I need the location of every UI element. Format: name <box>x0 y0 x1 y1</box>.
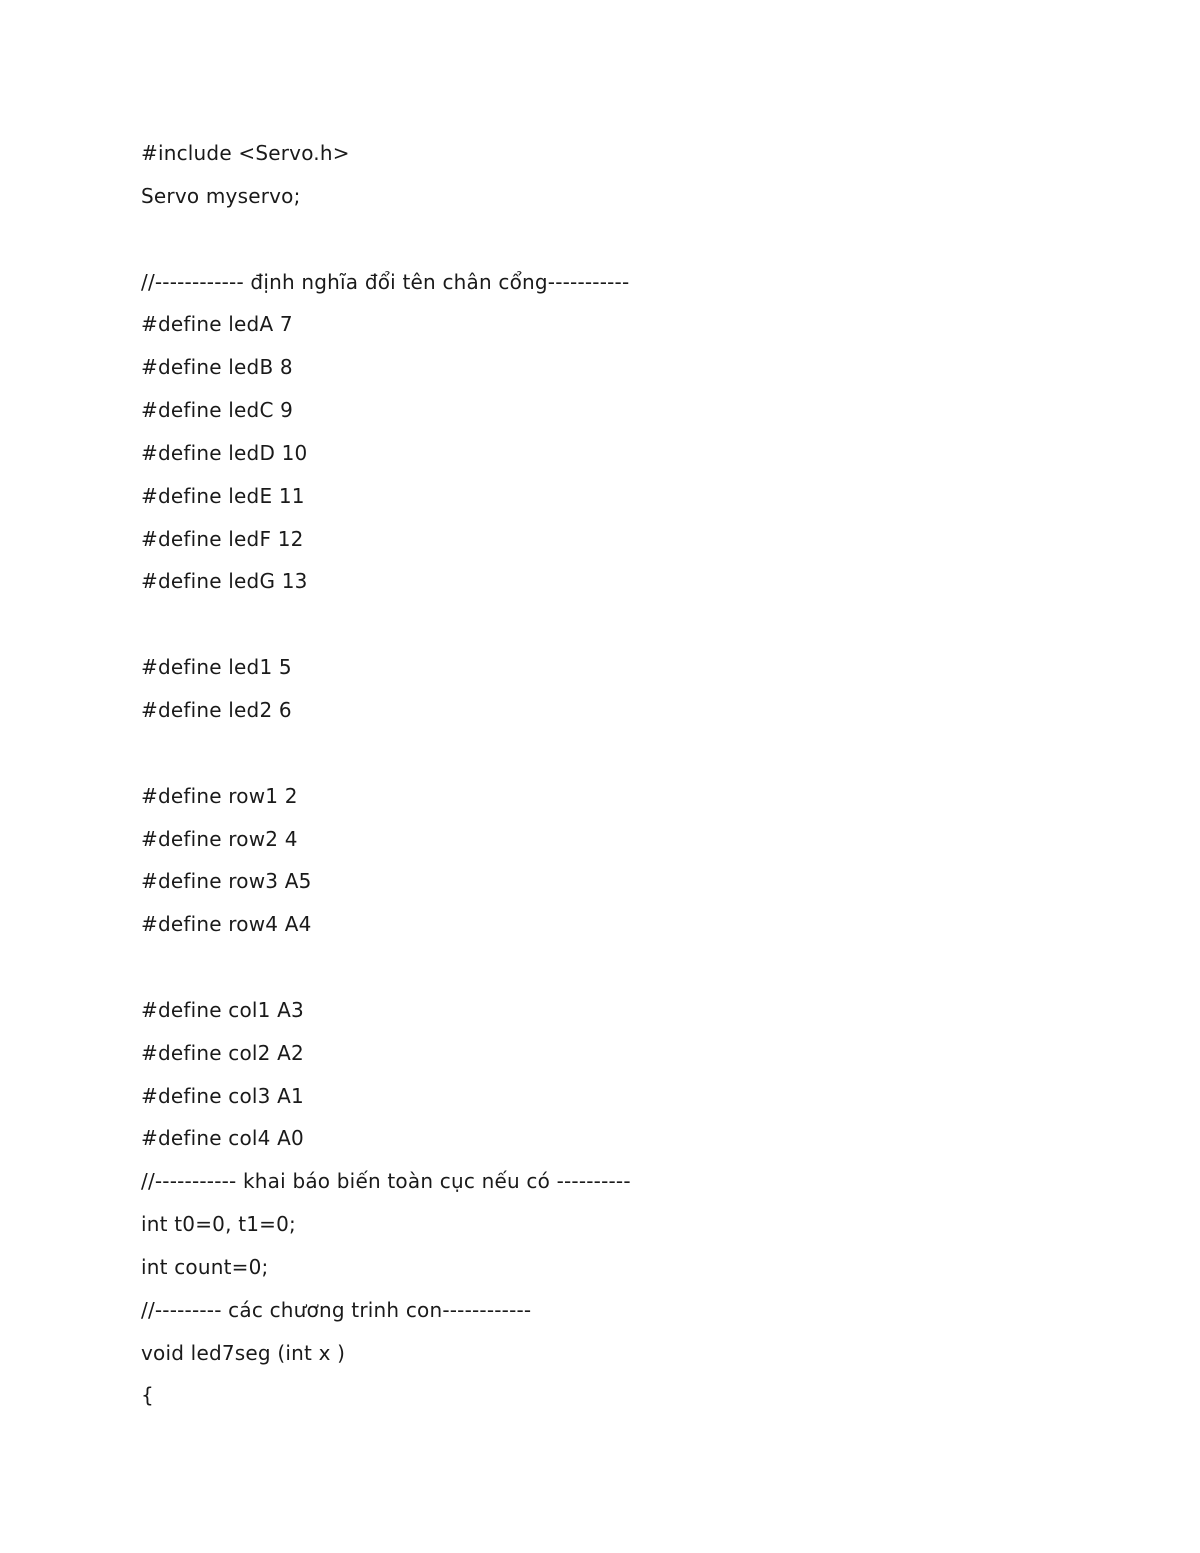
code-line: #define ledA 7 <box>141 312 293 337</box>
code-line: { <box>141 1383 154 1408</box>
code-line: int count=0; <box>141 1254 269 1279</box>
code-listing <box>141 132 631 1417</box>
blank-line <box>141 603 631 646</box>
code-line: //----------- khai báo biến toàn cục nếu có ---------- <box>141 1169 631 1194</box>
code-line: #define col2 A2 <box>141 1040 304 1065</box>
code-line: void led7seg (int x ) <box>141 1340 346 1365</box>
code-line: //------------ định nghĩa đổi tên chân cổng----------- <box>141 269 630 294</box>
blank-line <box>141 946 631 989</box>
code-line: #define led2 6 <box>141 697 292 722</box>
code-line: //--------- các chương trinh con------------ <box>141 1297 532 1322</box>
code-line: #define ledF 12 <box>141 526 304 551</box>
code-line: #define row1 2 <box>141 783 298 808</box>
code-line: #define ledE 11 <box>141 483 305 508</box>
code-line: #define ledC 9 <box>141 398 294 423</box>
code-line: #define row2 4 <box>141 826 298 851</box>
code-line: #define row4 A4 <box>141 912 312 937</box>
code-line: #define col3 A1 <box>141 1083 304 1108</box>
code-line: #define ledG 13 <box>141 569 308 594</box>
code-line: #define col4 A0 <box>141 1126 304 1151</box>
code-line: #define col1 A3 <box>141 997 304 1022</box>
blank-line <box>141 218 631 261</box>
code-line: Servo myservo; <box>141 183 301 208</box>
code-line: #define ledD 10 <box>141 440 308 465</box>
code-line: #define row3 A5 <box>141 869 312 894</box>
code-line: int t0=0, t1=0; <box>141 1212 296 1237</box>
code-line: #include <Servo.h> <box>141 141 350 165</box>
blank-line <box>141 732 631 775</box>
code-line: #define led1 5 <box>141 655 292 680</box>
code-line: #define ledB 8 <box>141 355 293 380</box>
